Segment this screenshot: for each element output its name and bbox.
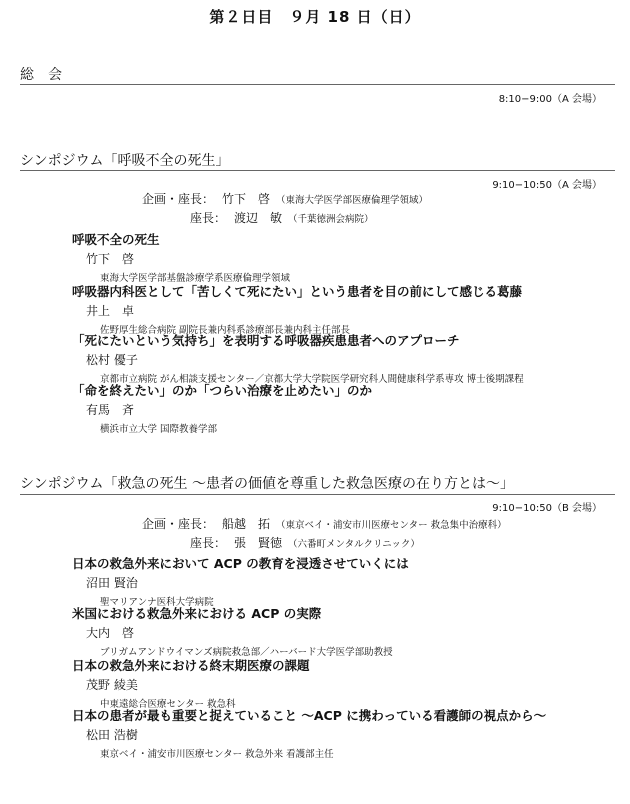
talk-affiliation: 佐野厚生総合病院 副院長兼内科系診療部長兼内科主任部長 [100, 325, 351, 336]
symposium-2-talk-1 [72, 554, 617, 608]
talk-affiliation: 中東遠総合医療センター 救急科 [100, 699, 236, 710]
symposium-2-talk-2 [72, 604, 617, 658]
talk-title: 「死にたいという気持ち」を表明する呼吸器疾患患者へのアプローチ [72, 333, 460, 348]
symposium-1-talk-4 [72, 381, 617, 435]
talk-title: 呼吸不全の死生 [72, 232, 160, 247]
talk-title: 呼吸器内科医として「苦しくて死にたい」という患者を目の前にして感じる葛藤 [72, 284, 523, 299]
symposium-1-organizer-1 [142, 190, 428, 207]
organizer-affiliation: （千葉徳洲会病院） [288, 214, 374, 225]
symposium-2-rule [20, 494, 615, 495]
organizer-name: 竹下 啓 [222, 192, 271, 206]
symposium-1-heading: シンポジウム「呼吸不全の死生」 [20, 153, 230, 169]
talk-affiliation: 京都市立病院 がん相談支援センター／京都大学大学院医学研究科人間健康科学系専攻 博士後期課程 [100, 374, 524, 385]
day-title: 第２日目 ９月 18 日（日） [209, 8, 421, 26]
talk-speaker: 松田 浩樹 [86, 728, 138, 742]
organizer-role: 企画・座長： [142, 192, 215, 206]
symposium-1-talk-1 [72, 230, 617, 284]
organizer-role: 座長： [190, 536, 227, 550]
organizer-affiliation: （東海大学医学部医療倫理学領域） [276, 195, 429, 206]
talk-title: 「命を終えたい」のか「つらい治療を止めたい」のか [72, 383, 373, 398]
general-meeting-heading: 総 会 [20, 67, 62, 83]
symposium-1-talk-3 [72, 331, 617, 385]
talk-affiliation: 東海大学医学部基盤診療学系医療倫理学領域 [100, 273, 291, 284]
symposium-2-talk-3 [72, 656, 617, 710]
general-meeting-rule [20, 84, 615, 85]
talk-affiliation: 東京ベイ・浦安市川医療センター 救急外来 看護部主任 [100, 749, 334, 760]
symposium-2-talk-4 [72, 706, 617, 760]
talk-speaker: 大内 啓 [86, 626, 135, 640]
symposium-2-time: 9:10−10:50（B 会場） [492, 503, 602, 514]
talk-affiliation: 聖マリアンナ医科大学病院 [100, 597, 214, 608]
talk-speaker: 沼田 賢治 [86, 576, 138, 590]
symposium-1-time: 9:10−10:50（A 会場） [492, 180, 602, 191]
organizer-role: 座長： [190, 211, 227, 225]
organizer-affiliation: （東京ベイ・浦安市川医療センター 救急集中治療科） [276, 520, 507, 531]
symposium-2-heading: シンポジウム「救急の死生 〜患者の価値を尊重した救急医療の在り方とは〜」 [20, 476, 514, 492]
symposium-2-organizer-1 [142, 515, 507, 532]
organizer-name: 渡辺 敏 [234, 211, 283, 225]
symposium-1-talk-2 [72, 282, 617, 336]
symposium-1-rule [20, 170, 615, 171]
symposium-1-organizer-2 [190, 209, 374, 226]
talk-title: 日本の救急外来における終末期医療の課題 [72, 658, 310, 673]
talk-speaker: 松村 優子 [86, 353, 138, 367]
talk-title: 日本の患者が最も重要と捉えていること 〜ACP に携わっている看護師の視点から〜 [72, 708, 547, 723]
talk-title: 日本の救急外来において ACP の教育を浸透させていくには [72, 556, 409, 571]
general-meeting-time: 8:10−9:00（A 会場） [498, 94, 602, 105]
organizer-name: 張 賢徳 [234, 536, 283, 550]
organizer-role: 企画・座長： [142, 517, 215, 531]
talk-title: 米国における救急外来における ACP の実際 [72, 606, 322, 621]
talk-affiliation: 横浜市立大学 国際教養学部 [100, 424, 218, 435]
organizer-affiliation: （六番町メンタルクリニック） [288, 539, 420, 550]
talk-affiliation: ブリガムアンドウイマンズ病院救急部／ハーバード大学医学部助教授 [100, 647, 393, 658]
talk-speaker: 茂野 綾美 [86, 678, 138, 692]
talk-speaker: 竹下 啓 [86, 252, 135, 266]
organizer-name: 船越 拓 [222, 517, 271, 531]
talk-speaker: 有馬 斉 [86, 403, 135, 417]
talk-speaker: 井上 卓 [86, 304, 135, 318]
symposium-2-organizer-2 [190, 534, 420, 551]
